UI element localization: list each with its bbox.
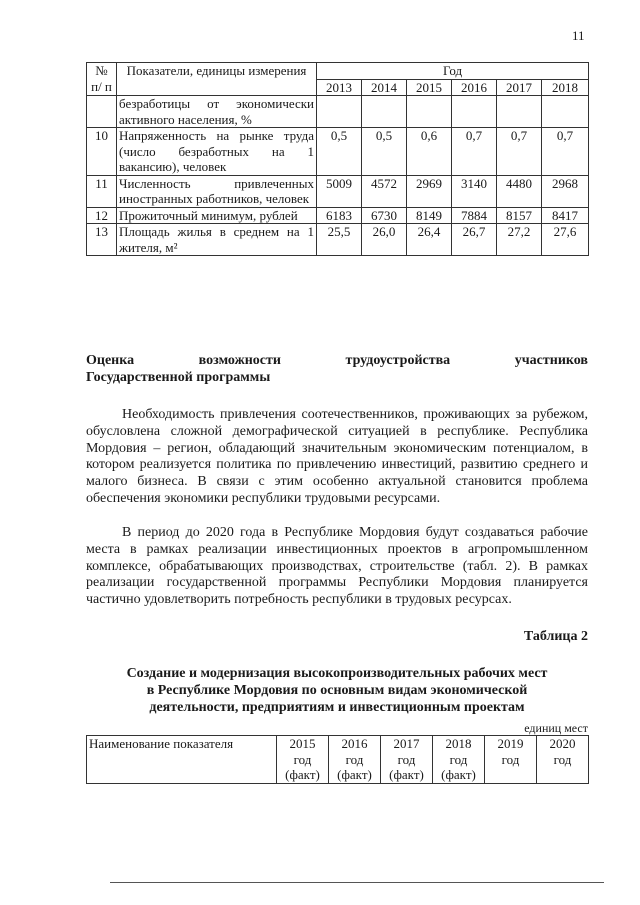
row-value: 26,4 (407, 224, 452, 256)
row-indicator: Численность привлеченных иностранных работников, человек (117, 175, 317, 207)
row-number: 10 (87, 128, 117, 176)
row-value: 27,6 (542, 224, 589, 256)
row-value (407, 96, 452, 128)
row-value: 25,5 (317, 224, 362, 256)
row-value: 8157 (497, 207, 542, 224)
table2-label: Таблица 2 (523, 629, 588, 644)
row-value: 0,6 (407, 128, 452, 176)
header-year-cell: 2018 год (факт) (433, 736, 485, 784)
header-year-cell: 2019 год (485, 736, 537, 784)
row-value: 8149 (407, 207, 452, 224)
row-number: 11 (87, 175, 117, 207)
row-value (317, 96, 362, 128)
row-indicator: Напряженность на рынке труда (число безработных на 1 вакансию), человек (117, 128, 317, 176)
table2-title-line: Создание и модернизация высокопроизводительных рабочих мест (126, 666, 548, 681)
table-row (87, 207, 589, 224)
indicators-table (86, 62, 589, 256)
row-indicator: Прожиточный минимум, рублей (117, 207, 317, 224)
page-number: 11 (572, 28, 585, 43)
heading-word: трудоустройства (345, 353, 451, 368)
row-value: 3140 (452, 175, 497, 207)
row-value: 0,5 (362, 128, 407, 176)
row-value: 4480 (497, 175, 542, 207)
jobs-table (86, 735, 589, 784)
table2-title-line: в Республике Мордовия по основным видам экономической (146, 683, 528, 698)
header-year-cell: 2013 (317, 79, 362, 96)
row-number (87, 96, 117, 128)
header-no: № п/ п (87, 63, 117, 96)
table-row (87, 224, 589, 256)
table2-title-line: деятельности, предприятиям и инвестиционным проектам (149, 700, 525, 715)
heading-word: Оценка (86, 353, 135, 368)
table-row (87, 96, 589, 128)
table2-title (86, 665, 588, 716)
header-indicator: Показатели, единицы измерения (117, 63, 317, 96)
header-name: Наименование показателя (87, 736, 277, 784)
row-indicator: Площадь жилья в среднем на 1 жителя, м² (117, 224, 317, 256)
row-value (452, 96, 497, 128)
table-header-row (87, 63, 589, 80)
paragraph-1: Необходимость привлечения соотечественников, проживающих за рубежом, обусловлена сложной демографической ситуацией в республике. Республика Мордовия – регион, обладающий значительным экономическим потенциалом, в котором реализуется политика по привлечению инвестиций, развитию среднего и малого бизнеса. В связи с этим особенно актуальной становится проблема обеспечения экономики республики трудовыми ресурсами. (86, 407, 588, 506)
row-value: 27,2 (497, 224, 542, 256)
header-year-cell: 2016 год (факт) (329, 736, 381, 784)
table-row (87, 128, 589, 176)
row-value: 0,7 (542, 128, 589, 176)
heading-word: участников (514, 353, 588, 368)
row-value: 0,7 (497, 128, 542, 176)
table-row (87, 175, 589, 207)
row-value (497, 96, 542, 128)
section-heading (86, 352, 588, 386)
paragraph-2: В период до 2020 года в Республике Мордовия будут создаваться рабочие места в рамках реализации инвестиционных проектов в агропромышленном комплексе, обрабатывающих производствах, строительстве (табл. 2). В рамках реализации государственной программы Республики Мордовия планируется частично удовлетворить потребность республики в трудовых ресурсах. (86, 525, 588, 608)
header-year-cell: 2015 (407, 79, 452, 96)
table2-units: единиц мест (524, 721, 588, 735)
header-year-cell: 2015 год (факт) (277, 736, 329, 784)
row-value: 6730 (362, 207, 407, 224)
row-value (542, 96, 589, 128)
row-value: 6183 (317, 207, 362, 224)
row-value: 2969 (407, 175, 452, 207)
header-year-cell: 2018 (542, 79, 589, 96)
row-value: 26,0 (362, 224, 407, 256)
row-value: 5009 (317, 175, 362, 207)
section-heading-line2: Государственной программы (86, 370, 271, 385)
row-value: 26,7 (452, 224, 497, 256)
row-indicator: безработицы от экономически активного населения, % (117, 96, 317, 128)
header-year-cell: 2020 год (537, 736, 589, 784)
header-year-cell: 2014 (362, 79, 407, 96)
header-year: Год (317, 63, 589, 80)
row-value: 4572 (362, 175, 407, 207)
page-bottom-rule (110, 882, 604, 883)
row-value: 0,7 (452, 128, 497, 176)
heading-word: возможности (198, 353, 281, 368)
header-year-cell: 2017 (497, 79, 542, 96)
row-value: 0,5 (317, 128, 362, 176)
table-header-row (87, 736, 589, 784)
header-year-cell: 2016 (452, 79, 497, 96)
row-number: 13 (87, 224, 117, 256)
row-value (362, 96, 407, 128)
row-number: 12 (87, 207, 117, 224)
row-value: 7884 (452, 207, 497, 224)
section-heading-line1 (86, 352, 588, 369)
row-value: 8417 (542, 207, 589, 224)
row-value: 2968 (542, 175, 589, 207)
header-year-cell: 2017 год (факт) (381, 736, 433, 784)
